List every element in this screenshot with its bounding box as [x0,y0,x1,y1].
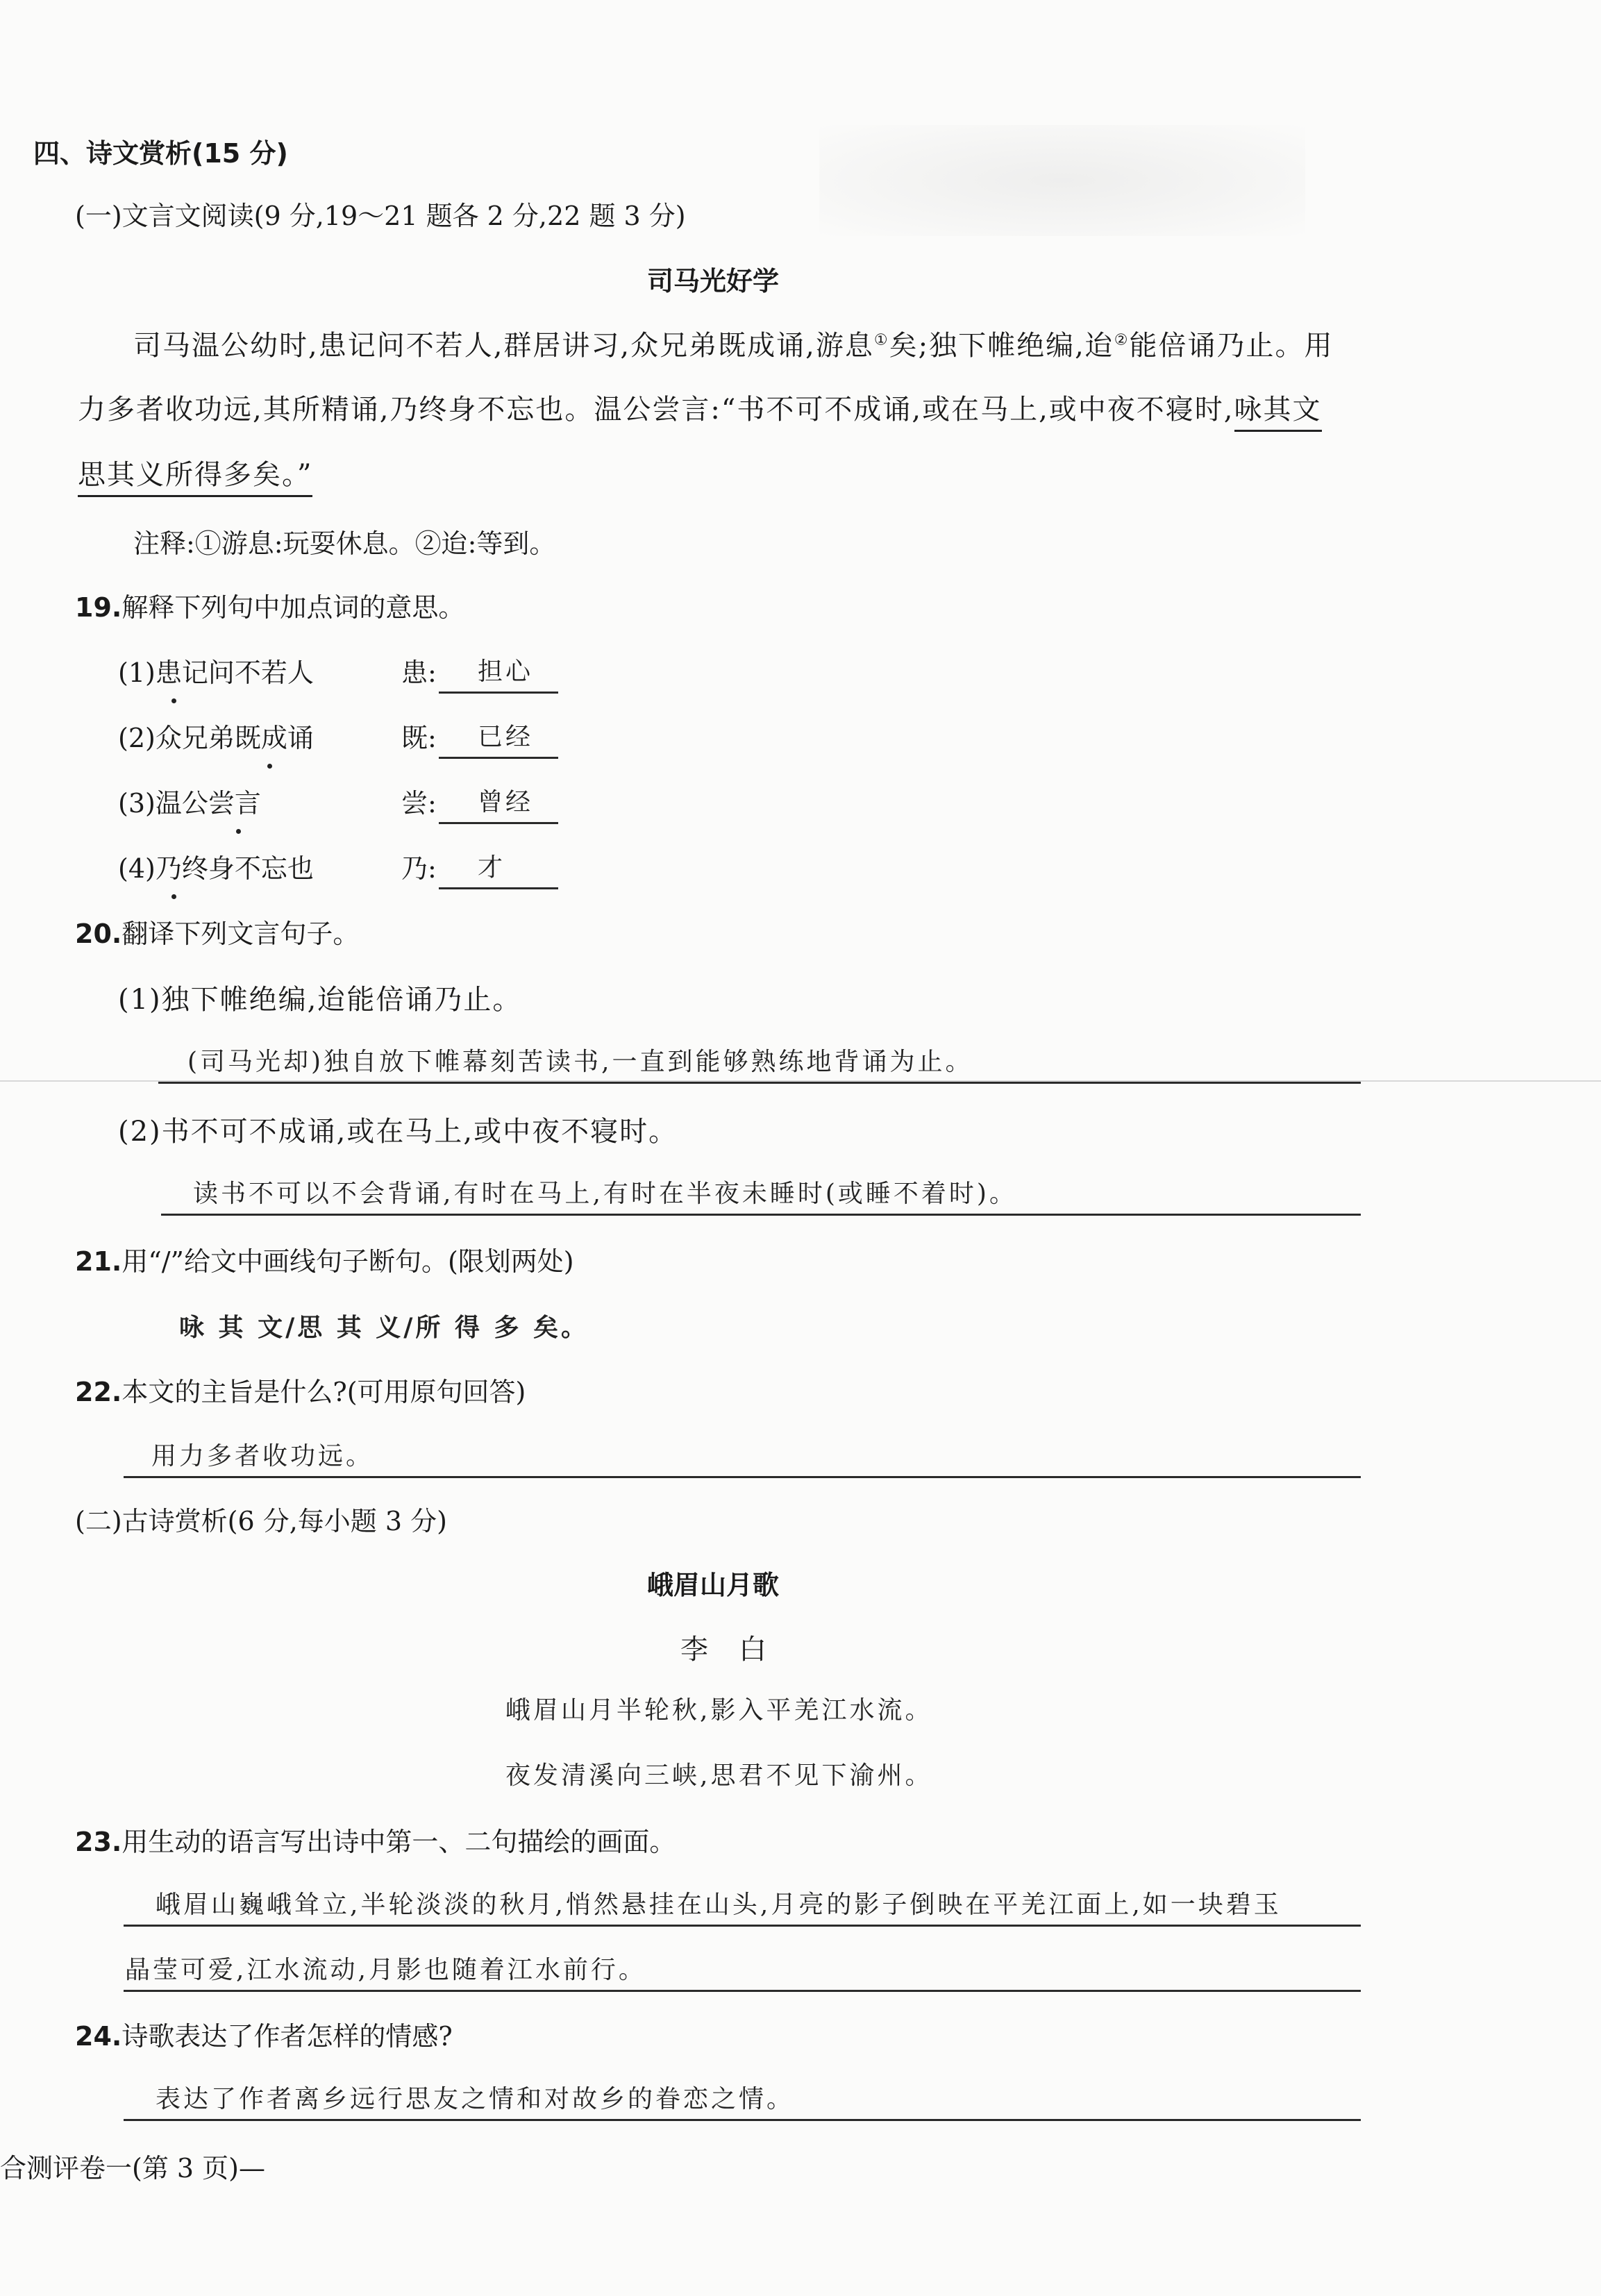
passage-line-3 [78,461,312,489]
q19-item-4-answer: 才 [478,853,506,882]
q19-text: 解释下列句中加点词的意思。 [121,592,465,623]
emphasis-dot [267,764,272,769]
q19-item-1-answer: 担心 [478,657,534,686]
passage-line-1c: 能倍诵乃止。用 [1129,330,1334,362]
q23-text: 用生动的语言写出诗中第一、二句描绘的画面。 [121,1827,676,1857]
q19-item-2-sentence: (2)众兄弟既成诵 [118,723,314,753]
q20-answer-2: 读书不可以不会背诵,有时在马上,有时在半夜未睡时(或睡不着时)。 [193,1180,1017,1208]
answer-line [124,1476,1361,1478]
answer-line [124,1990,1361,1992]
q22-text: 本文的主旨是什么?(可用原句回答) [121,1377,526,1407]
answer-line [124,2119,1361,2121]
poem-author: 李 白 [680,1634,768,1666]
answer-line [439,692,558,694]
part1-heading: (一)文言文阅读(9 分,19～21 题各 2 分,22 题 3 分) [75,201,686,231]
passage-line-3-text: 思其义所得多矣。” [78,459,312,497]
answer-line [439,757,558,759]
q20-sentence-1: (1)独下帷绝编,迨能倍诵乃止。 [118,984,522,1016]
q24-number: 24. [75,2021,122,2052]
passage-line-1a: 司马温公幼时,患记问不若人,群居讲习,众兄弟既成诵,游息 [133,330,874,362]
q19 [75,594,464,621]
emphasis-dot [171,894,176,899]
emphasis-dot [171,698,176,703]
q24-text: 诗歌表达了作者怎样的情感? [121,2021,453,2052]
section-title: 四、诗文赏析(15 分) [33,138,288,169]
footnote-1-marker: ① [873,331,889,349]
scan-smudge [819,125,1305,236]
passage-line-2 [78,396,1322,424]
q20-answer-1: (司马光却)独自放下帷幕刻苦读书,一直到能够熟练地背诵为止。 [187,1048,973,1076]
q19-item-1-sentence: (1)患记问不若人 [118,657,314,688]
q23-number: 23. [75,1827,122,1857]
q21-answer: 咏 其 文/思 其 义/所 得 多 矣。 [179,1313,589,1342]
q22 [75,1379,526,1405]
passage-line-1b: 矣;独下帷绝编,迨 [889,330,1114,362]
passage-note: 注释:①游息:玩耍休息。②迨:等到。 [133,528,556,559]
q24-answer: 表达了作者离乡远行思友之情和对故乡的眷恋之情。 [156,2085,795,2113]
answer-line [124,1925,1361,1927]
poem-title: 峨眉山月歌 [647,1570,780,1600]
q23-answer-line-2: 晶莹可爱,江水流动,月影也随着江水前行。 [125,1956,646,1984]
q20 [75,921,359,947]
q19-item-2-answer: 已经 [478,723,534,751]
q19-item-2-word: 既: [401,723,437,753]
q20-text: 翻译下列文言句子。 [121,919,360,949]
q19-item-3-answer: 曾经 [478,788,534,816]
footnote-2-marker: ② [1114,331,1130,349]
q20-sentence-2: (2)书不可不成诵,或在马上,或中夜不寝时。 [118,1116,678,1148]
q21-text: 用“/”给文中画线句子断句。(限划两处) [121,1246,574,1277]
poem-line-1: 峨眉山月半轮秋,影入平羌江水流。 [505,1696,933,1725]
q22-number: 22. [75,1377,122,1407]
q21 [75,1248,574,1275]
q19-item-4-word: 乃: [401,853,437,884]
q19-number: 19. [75,592,122,623]
q24 [75,2023,453,2050]
answer-line [161,1214,1361,1216]
part2-heading: (二)古诗赏析(6 分,每小题 3 分) [75,1506,447,1536]
q23-answer-line-1: 峨眉山巍峨耸立,半轮淡淡的秋月,悄然悬挂在山头,月亮的影子倒映在平羌江面上,如一块碧玉 [156,1891,1282,1919]
page-footer: 合测评卷一(第 3 页)— [0,2153,265,2184]
q22-answer: 用力多者收功远。 [151,1442,374,1470]
q19-item-3-word: 尝: [401,788,437,819]
q19-item-1-word: 患: [401,657,437,688]
q23 [75,1829,676,1855]
q19-item-4-sentence: (4)乃终身不忘也 [118,853,314,884]
answer-line [158,1082,1361,1084]
passage-line-2b: 咏其文 [1234,394,1322,432]
passage-title: 司马光好学 [647,266,780,296]
q21-number: 21. [75,1246,122,1277]
poem-line-2: 夜发清溪向三峡,思君不见下渝州。 [505,1761,933,1790]
answer-line [439,822,558,824]
emphasis-dot [236,829,241,834]
q20-number: 20. [75,919,122,949]
q19-item-3-sentence: (3)温公尝言 [118,788,261,819]
passage-line-1 [133,332,1334,360]
passage-line-2a: 力多者收功远,其所精诵,乃终身不忘也。温公尝言:“书不可不成诵,或在马上,或中夜不寝时, [78,394,1234,426]
answer-line [439,887,558,889]
